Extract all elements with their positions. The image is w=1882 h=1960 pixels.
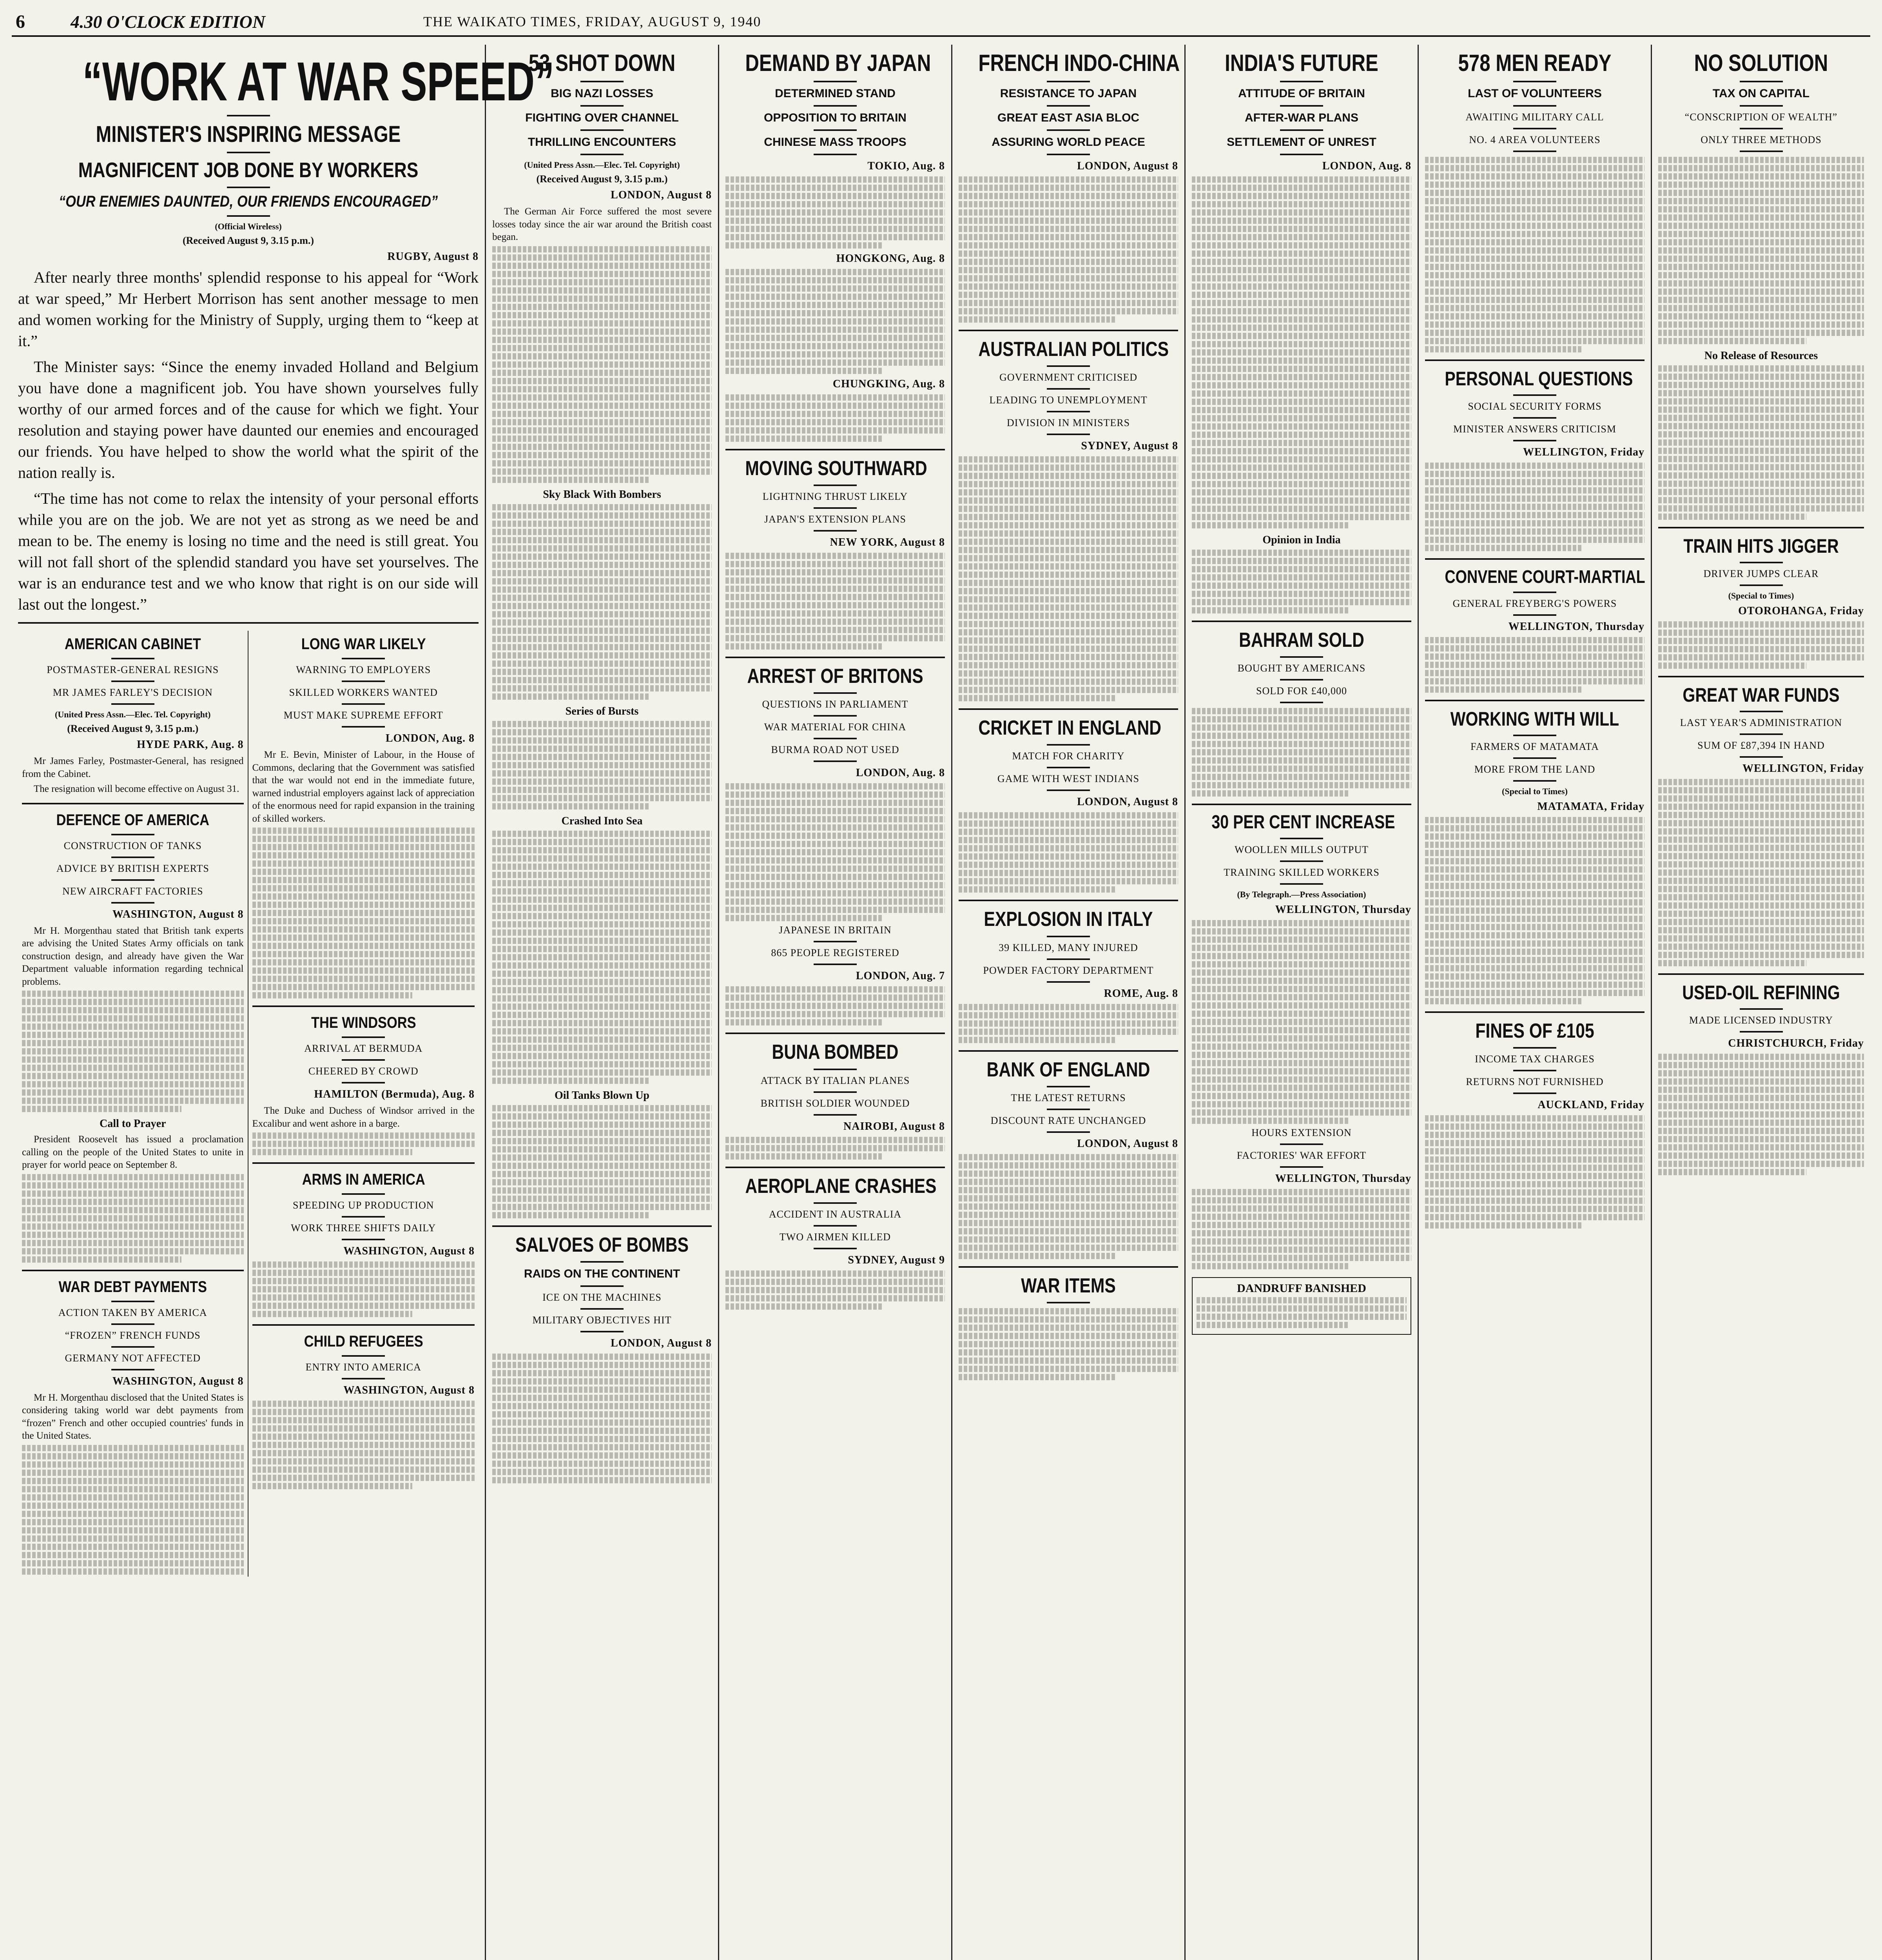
sub-headline: POWDER FACTORY DEPARTMENT — [983, 964, 1154, 976]
dateline: WELLINGTON, Thursday — [1275, 903, 1411, 916]
article-headline: AMERICAN CABINET — [64, 635, 201, 653]
dateline: LONDON, August 8 — [611, 189, 712, 201]
article-headline: EXPLOSION IN ITALY — [984, 908, 1153, 931]
dateline: WASHINGTON, August 8 — [343, 1384, 475, 1397]
sub-headline: CHEERED BY CROWD — [308, 1065, 419, 1077]
sub-headline: DETERMINED STAND — [775, 87, 896, 100]
sub-headline: LAST OF VOLUNTEERS — [1468, 87, 1602, 100]
dateline: WASHINGTON, August 8 — [112, 908, 244, 920]
dateline: LONDON, Aug. 7 — [856, 970, 945, 982]
article-headline: SALVOES OF BOMBS — [515, 1233, 689, 1256]
sub-headline: DRIVER JUMPS CLEAR — [1703, 568, 1819, 579]
article-headline: WAR DEBT PAYMENTS — [58, 1278, 207, 1296]
sub-headline: MUST MAKE SUPREME EFFORT — [283, 710, 443, 721]
article-paragraph: Mr H. Morgenthau stated that British tank experts are advising the United States Army officials on tank construction design, and already have given the War Department valuable information regarding technical problems. — [22, 925, 244, 987]
article-headline: THE WINDSORS — [311, 1014, 416, 1032]
credit-line: (Special to Times) — [1728, 591, 1794, 601]
sub-headline: DISCOUNT RATE UNCHANGED — [990, 1114, 1146, 1126]
sub-headline: RETURNS NOT FURNISHED — [1466, 1076, 1604, 1087]
dateline: LONDON, August 8 — [611, 1337, 712, 1349]
column-1 — [12, 45, 555, 1960]
sub-headline: TAX ON CAPITAL — [1712, 87, 1810, 100]
received-line: (Received August 9, 3.15 p.m.) — [67, 723, 199, 735]
dateline: CHUNGKING, Aug. 8 — [832, 378, 945, 390]
edition-label: 4.30 O'CLOCK EDITION — [71, 11, 266, 32]
sub-headline: MR JAMES FARLEY'S DECISION — [53, 687, 213, 699]
dateline: NAIROBI, August 8 — [843, 1120, 945, 1132]
article-headline: TRAIN HITS JIGGER — [1683, 535, 1839, 557]
sub-headline: ATTITUDE OF BRITAIN — [1238, 87, 1365, 100]
sub-headline: 39 KILLED, MANY INJURED — [999, 942, 1138, 953]
article-headline: CHILD REFUGEES — [304, 1333, 423, 1350]
article-paragraph: “The time has not come to relax the intensity of your personal efforts while you are on the job. We are not yet as strong as we need be and mean to be. The enemy is losing no time and the need is still great. You will not fall short of the splendid standard you have set yourselves. The war is an endurance test and we who know that right is on our side will last out the longest.” — [18, 490, 479, 613]
sub-headline: GAME WITH WEST INDIANS — [997, 773, 1140, 785]
article-headline: BANK OF ENGLAND — [986, 1058, 1150, 1081]
article-headline: USED-OIL REFINING — [1682, 982, 1840, 1004]
page-number: 6 — [16, 11, 25, 32]
article-headline: DEMAND BY JAPAN — [745, 50, 931, 76]
dateline: RUGBY, August 8 — [387, 250, 479, 263]
article-headline: BUNA BOMBED — [772, 1041, 899, 1064]
subcolumn-right — [248, 631, 479, 1577]
sub-headline: ICE ON THE MACHINES — [542, 1291, 662, 1303]
section-subhead: Call to Prayer — [100, 1118, 166, 1130]
article-paragraph: The Minister says: “Since the enemy invaded Holland and Belgium you have done a magnificent job. You have shown yourselves fully worthy of our armed forces and of the cause for which we fight. Your resolution and staying power have daunted our enemies and encouraged our friends. You have helped to show the world what the spirit of the nation really is. — [18, 358, 479, 482]
credit-line: (United Press Assn.—Elec. Tel. Copyright) — [524, 160, 680, 170]
sub-headline: BOUGHT BY AMERICANS — [1237, 662, 1366, 674]
article-headline: INDIA'S FUTURE — [1225, 50, 1378, 76]
sub-headline: WORK THREE SHIFTS DAILY — [291, 1222, 436, 1234]
column-4 — [952, 45, 1186, 1960]
sub-headline: “FROZEN” FRENCH FUNDS — [65, 1329, 201, 1341]
sub-headline: WARNING TO EMPLOYERS — [296, 664, 431, 676]
sub-headline: SETTLEMENT OF UNREST — [1227, 136, 1376, 149]
sub-headline: BIG NAZI LOSSES — [551, 87, 653, 100]
sub-headline: TRAINING SKILLED WORKERS — [1224, 866, 1380, 878]
sub-headline: MINISTER ANSWERS CRITICISM — [1453, 423, 1617, 435]
ad-headline: DANDRUFF BANISHED — [1237, 1281, 1366, 1295]
sub-headline: JAPANESE IN BRITAIN — [779, 924, 892, 936]
dateline: WELLINGTON, Thursday — [1508, 620, 1644, 633]
received-line: (Received August 9, 3.15 p.m.) — [182, 235, 314, 247]
sub-headline: LAST YEAR'S ADMINISTRATION — [1680, 717, 1842, 728]
credit-line: (Official Wireless) — [215, 221, 282, 232]
article-headline: CONVENE COURT-MARTIAL — [1445, 566, 1645, 587]
sub-headline: INCOME TAX CHARGES — [1475, 1053, 1595, 1065]
subcolumn-left — [18, 631, 248, 1577]
sub-headline: SPEEDING UP PRODUCTION — [292, 1200, 434, 1211]
sub-headline: HOURS EXTENSION — [1251, 1127, 1352, 1138]
article-headline: ARMS IN AMERICA — [302, 1171, 425, 1189]
dateline: LONDON, Aug. 8 — [385, 732, 475, 745]
section-subhead: Oil Tanks Blown Up — [554, 1089, 650, 1102]
sub-headline: MINISTER'S INSPIRING MESSAGE — [96, 122, 401, 147]
masthead — [12, 8, 1870, 37]
article-headline: 30 PER CENT INCREASE — [1211, 812, 1395, 833]
sub-headline: GERMANY NOT AFFECTED — [65, 1352, 201, 1364]
sub-headline: RAIDS ON THE CONTINENT — [524, 1267, 680, 1280]
sub-headline: ATTACK BY ITALIAN PLANES — [760, 1074, 910, 1086]
sub-headline: GREAT EAST ASIA BLOC — [997, 111, 1140, 124]
sub-headline: LIGHTNING THRUST LIKELY — [762, 491, 908, 503]
sub-headline: AFTER-WAR PLANS — [1245, 111, 1358, 124]
article-paragraph: After nearly three months' splendid response to his appeal for “Work at war speed,” Mr Herbert Morrison has sent another message to men and women working for the Ministry of Supply, urging them to “keep at it.” — [18, 269, 479, 350]
article-headline: MOVING SOUTHWARD — [745, 457, 927, 480]
dateline: WASHINGTON, August 8 — [343, 1245, 475, 1258]
sub-headline: MILITARY OBJECTIVES HIT — [532, 1314, 672, 1326]
dateline: AUCKLAND, Friday — [1538, 1098, 1644, 1111]
dateline: TOKIO, Aug. 8 — [867, 160, 945, 172]
sub-headline: ONLY THREE METHODS — [1701, 134, 1822, 145]
article-headline: GREAT WAR FUNDS — [1683, 684, 1840, 706]
sub-headline: THE LATEST RETURNS — [1011, 1092, 1126, 1103]
dateline: NEW YORK, August 8 — [830, 536, 945, 549]
sub-headline: GENERAL FREYBERG'S POWERS — [1452, 597, 1617, 609]
sub-headline: NO. 4 AREA VOLUNTEERS — [1469, 134, 1601, 145]
article-headline: FRENCH INDO-CHINA — [978, 50, 1180, 76]
column-5 — [1186, 45, 1419, 1960]
sub-headline: 865 PEOPLE REGISTERED — [771, 947, 899, 959]
sub-headline: ASSURING WORLD PEACE — [992, 136, 1145, 149]
article-paragraph: The German Air Force suffered the most severe losses today since the air war around the British coast began. — [492, 206, 712, 242]
dateline: ROME, Aug. 8 — [1104, 987, 1178, 1000]
sub-headline: MORE FROM THE LAND — [1474, 763, 1596, 775]
sub-headline: NEW AIRCRAFT FACTORIES — [62, 885, 203, 897]
sub-headline: RESISTANCE TO JAPAN — [1000, 87, 1137, 100]
dateline: WELLINGTON, Friday — [1742, 762, 1864, 775]
sub-headline: SOCIAL SECURITY FORMS — [1468, 401, 1602, 412]
column-7 — [1652, 45, 1870, 1960]
sub-headline: JAPAN'S EXTENSION PLANS — [764, 514, 906, 525]
paper-date: THE WAIKATO TIMES, FRIDAY, AUGUST 9, 1940 — [423, 14, 762, 29]
dateline: LONDON, August 8 — [1077, 160, 1178, 172]
quote-headline: “OUR ENEMIES DAUNTED, OUR FRIENDS ENCOURAGED” — [58, 193, 438, 211]
article-headline: LONG WAR LIKELY — [301, 635, 426, 653]
article-headline: AEROPLANE CRASHES — [745, 1174, 937, 1198]
article-headline: WORKING WITH WILL — [1450, 708, 1619, 730]
section-subhead: Sky Black With Bombers — [543, 488, 661, 501]
column-2 — [486, 45, 719, 1960]
dateline: HONGKONG, Aug. 8 — [836, 252, 945, 265]
dateline: HAMILTON (Bermuda), Aug. 8 — [314, 1088, 475, 1101]
article-headline: CRICKET IN ENGLAND — [978, 717, 1162, 740]
sub-headline: SUM OF £87,394 IN HAND — [1697, 740, 1825, 751]
dateline: HYDE PARK, Aug. 8 — [137, 739, 244, 751]
article-headline: BAHRAM SOLD — [1239, 629, 1364, 652]
sub-headline: POSTMASTER-GENERAL RESIGNS — [47, 664, 219, 676]
sub-headline: OPPOSITION TO BRITAIN — [764, 111, 907, 124]
dateline: WELLINGTON, Friday — [1523, 446, 1644, 458]
article-headline: ARREST OF BRITONS — [747, 665, 923, 688]
article-headline: 578 MEN READY — [1458, 50, 1612, 76]
sub-headline: GOVERNMENT CRITICISED — [999, 372, 1138, 383]
sub-headline: WAR MATERIAL FOR CHINA — [764, 721, 907, 733]
sub-headline: THRILLING ENCOUNTERS — [528, 136, 676, 149]
article-paragraph: The resignation will become effective on August 31. — [34, 784, 239, 795]
sub-headline: MATCH FOR CHARITY — [1012, 750, 1125, 762]
column-1-subcolumns — [18, 631, 479, 1577]
dateline: LONDON, August 8 — [1077, 796, 1178, 808]
sub-headline: SKILLED WORKERS WANTED — [289, 687, 438, 699]
sub-headline: QUESTIONS IN PARLIAMENT — [762, 699, 908, 710]
sub-headline: ACTION TAKEN BY AMERICA — [58, 1307, 207, 1318]
sub-headline: BURMA ROAD NOT USED — [771, 744, 899, 756]
dateline: WELLINGTON, Thursday — [1275, 1172, 1411, 1185]
article-headline: FINES OF £105 — [1475, 1019, 1594, 1042]
sub-headline: CONSTRUCTION OF TANKS — [63, 840, 202, 851]
sub-headline: AWAITING MILITARY CALL — [1465, 111, 1604, 123]
article-paragraph: Mr H. Morgenthau disclosed that the United States is considering taking world war debt payments from “frozen” French and other occupied countries' funds in the United States. — [22, 1392, 244, 1441]
article-headline: 53 SHOT DOWN — [528, 50, 676, 76]
dateline: SYDNEY, August 9 — [848, 1254, 945, 1266]
dateline: CHRISTCHURCH, Friday — [1728, 1037, 1864, 1049]
sub-headline: ARRIVAL AT BERMUDA — [304, 1043, 423, 1054]
article-paragraph: Mr James Farley, Postmaster-General, has resigned from the Cabinet. — [22, 756, 244, 779]
sub-headline: ADVICE BY BRITISH EXPERTS — [56, 862, 209, 874]
section-subhead: No Release of Resources — [1704, 350, 1818, 362]
article-headline: WAR ITEMS — [1021, 1274, 1116, 1297]
dateline: LONDON, Aug. 8 — [1322, 160, 1411, 172]
dateline: OTOROHANGA, Friday — [1738, 605, 1864, 617]
advertisement — [1192, 1277, 1411, 1335]
dateline: LONDON, August 8 — [1077, 1137, 1178, 1150]
column-3 — [719, 45, 952, 1960]
credit-line: (Special to Times) — [1502, 786, 1568, 796]
article-paragraph: Mr E. Bevin, Minister of Labour, in the House of Commons, declaring that the Government was satisfied that the war would not end in the immediate future, warned industrial employers against lack of appreciation of the enormous need for rapid expansion in the training of skilled workers. — [252, 750, 475, 824]
dateline: LONDON, Aug. 8 — [856, 767, 945, 779]
section-subhead: Series of Bursts — [565, 705, 639, 717]
article-paragraph: President Roosevelt has issued a proclamation calling on the people of the United States to unite in prayer for world peace on September 8. — [22, 1134, 244, 1171]
article-paragraph: The Duke and Duchess of Windsor arrived in the Excalibur and went ashore in a barge. — [252, 1105, 475, 1129]
sub-headline: MAGNIFICENT JOB DONE BY WORKERS — [78, 158, 419, 182]
credit-line: (By Telegraph.—Press Association) — [1237, 889, 1366, 899]
sub-headline: DIVISION IN MINISTERS — [1006, 417, 1130, 429]
article-headline: NO SOLUTION — [1694, 50, 1828, 76]
sub-headline: ACCIDENT IN AUSTRALIA — [769, 1208, 902, 1220]
sub-headline: ENTRY INTO AMERICA — [305, 1361, 421, 1373]
dateline: WASHINGTON, August 8 — [112, 1375, 244, 1387]
received-line: (Received August 9, 3.15 p.m.) — [536, 173, 668, 185]
section-subhead: Opinion in India — [1262, 534, 1341, 546]
columns — [12, 45, 1870, 1960]
main-headline: “WORK AT WAR SPEED” — [82, 51, 555, 112]
sub-headline: SOLD FOR £40,000 — [1256, 685, 1347, 697]
sub-headline: CHINESE MASS TROOPS — [764, 136, 907, 149]
sub-headline: FARMERS OF MATAMATA — [1470, 740, 1599, 752]
sub-headline: FACTORIES' WAR EFFORT — [1237, 1149, 1367, 1161]
article-headline: PERSONAL QUESTIONS — [1445, 368, 1633, 390]
sub-headline: MADE LICENSED INDUSTRY — [1689, 1014, 1833, 1026]
article-headline: AUSTRALIAN POLITICS — [978, 338, 1169, 361]
credit-line: (United Press Assn.—Elec. Tel. Copyright) — [55, 710, 211, 720]
sub-headline: LEADING TO UNEMPLOYMENT — [989, 394, 1148, 406]
section-subhead: Crashed Into Sea — [561, 815, 643, 827]
dateline: MATAMATA, Friday — [1537, 800, 1644, 813]
sub-headline: “CONSCRIPTION OF WEALTH” — [1684, 111, 1838, 123]
sub-headline: BRITISH SOLDIER WOUNDED — [760, 1097, 910, 1109]
article-headline: DEFENCE OF AMERICA — [56, 811, 210, 829]
column-6 — [1419, 45, 1652, 1960]
dateline: SYDNEY, August 8 — [1081, 440, 1178, 452]
sub-headline: FIGHTING OVER CHANNEL — [525, 111, 679, 124]
sub-headline: WOOLLEN MILLS OUTPUT — [1234, 844, 1369, 855]
sub-headline: TWO AIRMEN KILLED — [779, 1231, 891, 1243]
